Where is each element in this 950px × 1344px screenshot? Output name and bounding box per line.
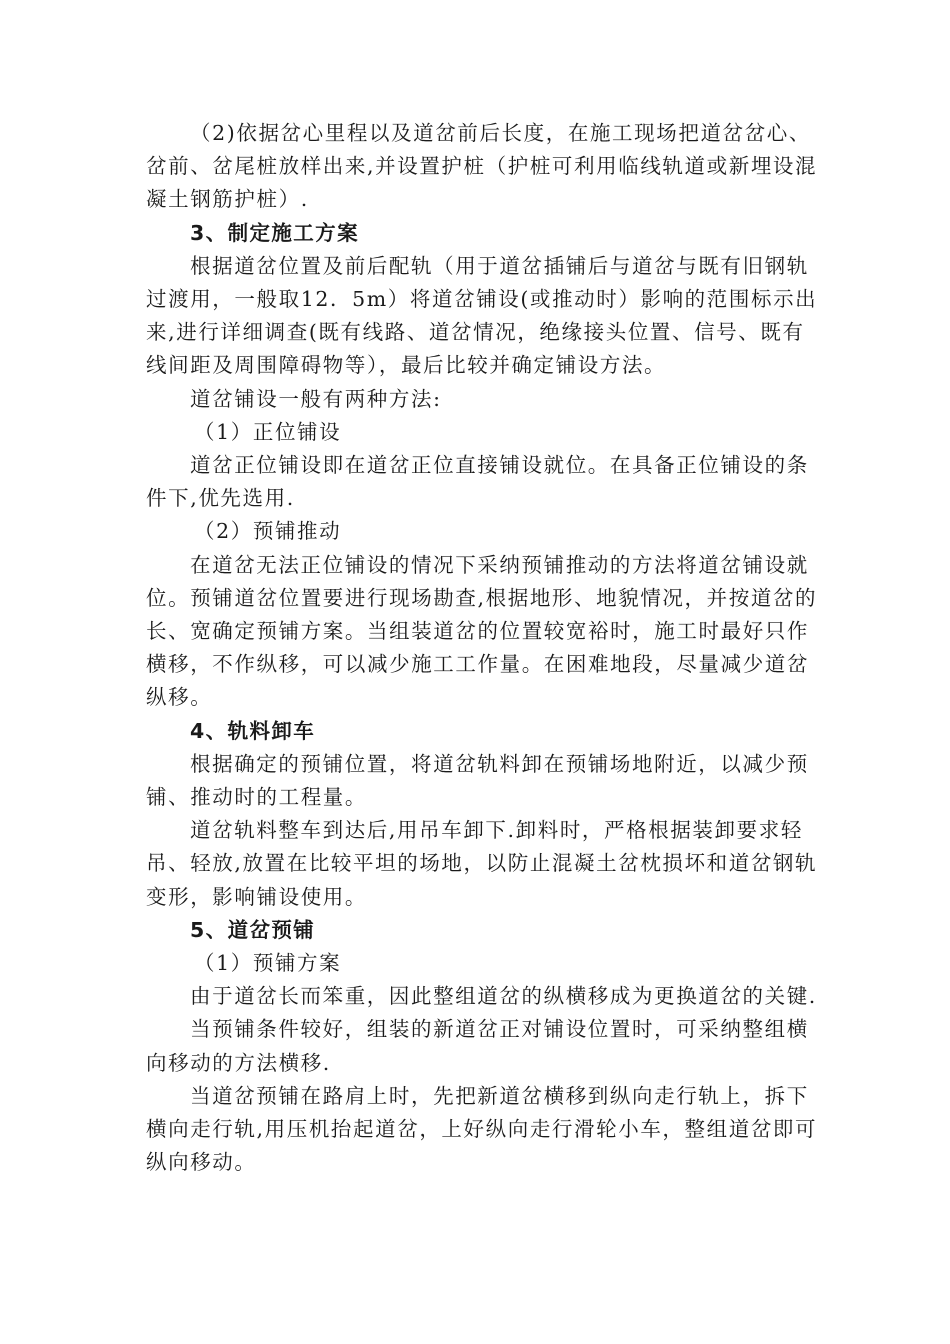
paragraph-lateral-move: 当预铺条件较好，组装的新道岔正对铺设位置时，可采纳整组横向移动的方法横移.	[146, 1017, 809, 1075]
subheading-normal-laying: （1）正位铺设	[194, 419, 342, 444]
paragraph-normal-laying: 道岔正位铺设即在道岔正位直接铺设就位。在具备正位铺设的条件下,优先选用.	[146, 453, 809, 511]
paragraph-two-methods: 道岔铺设一般有两种方法:	[190, 386, 442, 411]
document-body	[146, 117, 826, 1180]
subheading-prelay-plan: （1）预铺方案	[194, 951, 342, 976]
subheading-prelay-push: （2）预铺推动	[194, 519, 342, 544]
heading-rail-unloading: 4、轨料卸车	[190, 718, 316, 743]
paragraph-heavy-switch: 由于道岔长而笨重，因此整组道岔的纵横移成为更换道岔的关键.	[190, 984, 817, 1009]
paragraph-unload-method: 道岔轨料整车到达后,用吊车卸下.卸料时，严格根据装卸要求轻吊、轻放,放置在比较平坦的场地，以防止混凝土岔枕损坏和道岔钢轨变形，影响铺设使用。	[146, 818, 818, 909]
heading-switch-prelay: 5、道岔预铺	[190, 917, 316, 942]
paragraph-stakeout: （2)依据岔心里程以及道岔前后长度，在施工现场把道岔岔心、岔前、岔尾桩放样出来,并设置护桩（护桩可利用临线轨道或新埋设混凝土钢筋护桩）.	[146, 121, 818, 212]
heading-construction-plan: 3、制定施工方案	[190, 220, 359, 245]
paragraph-unload-location: 根据确定的预铺位置，将道岔轨料卸在预铺场地附近，以减少预铺、推动时的工程量。	[146, 751, 809, 810]
paragraph-longitudinal-move: 当道岔预铺在路肩上时，先把新道岔横移到纵向走行轨上，拆下横向走行轨,用压机抬起道岔，上好纵向走行滑轮小车，整组道岔即可纵向移动。	[146, 1083, 818, 1175]
paragraph-investigation: 根据道岔位置及前后配轨（用于道岔插铺后与道岔与既有旧钢轨过渡用，一般取12．5m）将道岔铺设(或推动时）影响的范围标示出来,进行详细调查(既有线路、道岔情况，绝缘接头位置、信号、既有线间距及周围障碍物等），最后比较并确定铺设方法。	[146, 253, 818, 378]
paragraph-prelay-push: 在道岔无法正位铺设的情况下采纳预铺推动的方法将道岔铺设就位。预铺道岔位置要进行现场勘查,根据地形、地貌情况，并按道岔的长、宽确定预铺方案。当组装道岔的位置较宽裕时，施工时最好只作横移，不作纵移，可以减少施工工作量。在困难地段，尽量减少道岔纵移。	[146, 552, 818, 710]
